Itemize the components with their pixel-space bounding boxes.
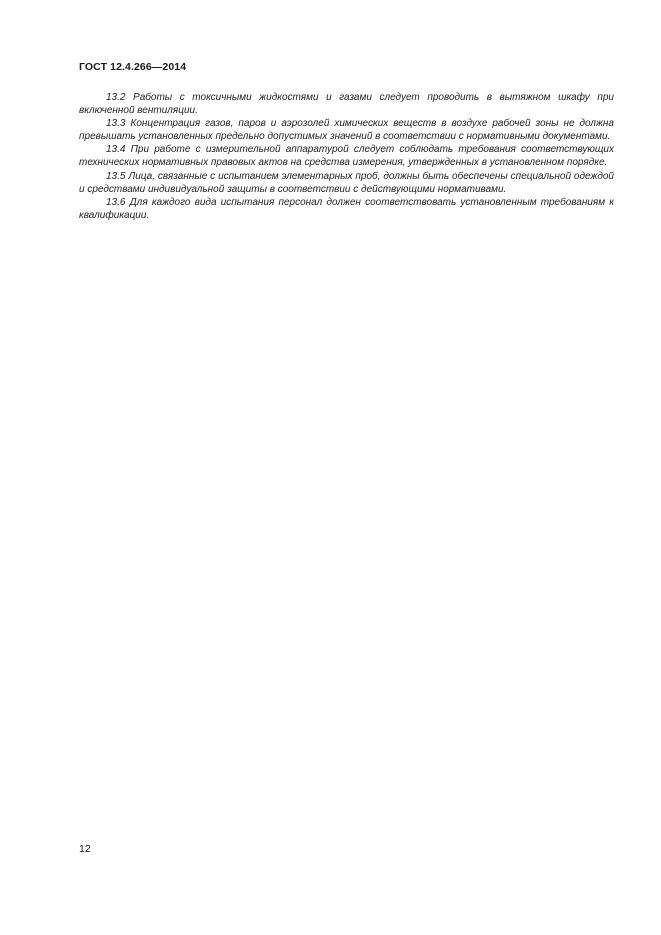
paragraph-13-4: 13.4 При работе с измерительной аппаратурой следует соблюдать требования соответствующих технических нормативных правовых актов на средства измерения, утвержденных в установленном порядке. <box>79 144 614 169</box>
standard-code-header: ГОСТ 12.4.266—2014 <box>79 61 187 73</box>
paragraph-13-3: 13.3 Концентрация газов, паров и аэрозолей химических веществ в воздухе рабочей зоны не должна превышать установленных предельно допустимых значений в соответствии с нормативными документами. <box>79 118 614 143</box>
paragraph-13-5: 13.5 Лица, связанные с испытанием элементарных проб, должны быть обеспечены специальной одеждой и средствами индивидуальной защиты в соответствии с действующими нормативами. <box>79 170 614 195</box>
paragraph-13-2: 13.2 Работы с токсичными жидкостями и газами следует проводить в вытяжном шкафу при включенной вентиляции. <box>79 92 614 117</box>
paragraph-13-6: 13.6 Для каждого вида испытания персонал должен соответствовать установленным требованиям к квалификации. <box>79 196 614 221</box>
section-13-text <box>79 91 614 222</box>
page-number: 12 <box>79 843 91 855</box>
